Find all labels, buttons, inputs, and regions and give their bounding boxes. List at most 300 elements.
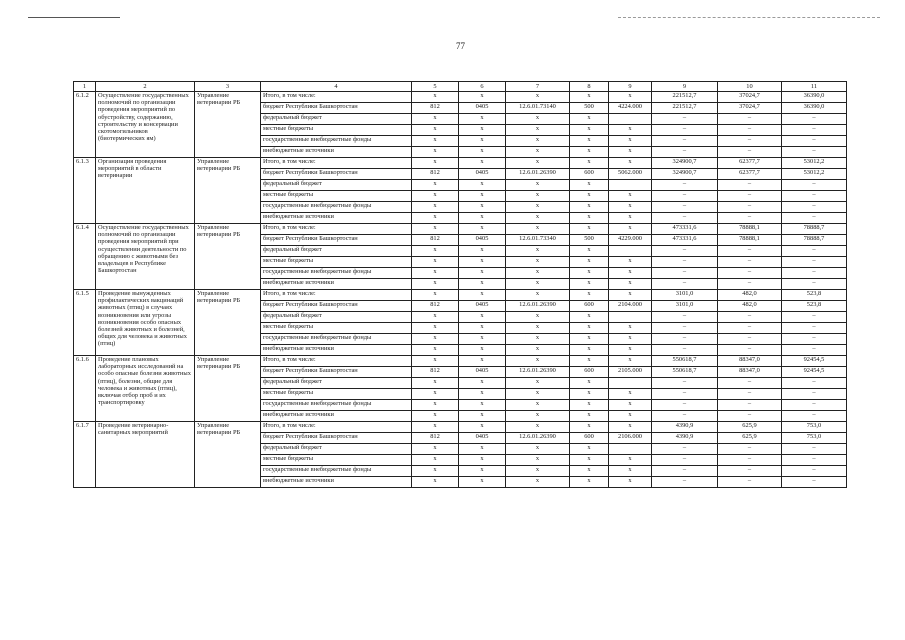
- budget-code-cell: х: [459, 345, 506, 356]
- budget-code-cell: х: [570, 136, 609, 147]
- budget-code-cell: х: [412, 136, 459, 147]
- budget-code-cell: х: [412, 389, 459, 400]
- budget-code-cell: х: [412, 422, 459, 433]
- budget-code-cell: х: [570, 114, 609, 125]
- measure-code-cell: 6.1.3: [74, 158, 96, 224]
- budget-code-cell: [609, 378, 652, 389]
- funding-source-cell: государственные внебюджетные фонды: [261, 334, 412, 345]
- executor-cell: Управление ветеринарии РБ: [195, 92, 261, 158]
- amount-cell: –: [718, 477, 782, 488]
- budget-code-cell: х: [609, 466, 652, 477]
- budget-code-cell: х: [609, 477, 652, 488]
- budget-code-cell: х: [570, 290, 609, 301]
- budget-code-cell: х: [609, 422, 652, 433]
- amount-cell: –: [718, 147, 782, 158]
- budget-code-cell: х: [570, 191, 609, 202]
- scan-edge-line: [28, 17, 120, 18]
- budget-code-cell: х: [570, 224, 609, 235]
- amount-cell: –: [652, 202, 718, 213]
- measure-code-cell: 6.1.2: [74, 92, 96, 158]
- budget-code-cell: х: [459, 92, 506, 103]
- budget-code-cell: х: [459, 334, 506, 345]
- budget-code-cell: х: [412, 213, 459, 224]
- amount-cell: 78888,1: [718, 235, 782, 246]
- table-row: [74, 158, 847, 169]
- amount-cell: 550618,7: [652, 356, 718, 367]
- budget-code-cell: х: [570, 323, 609, 334]
- funding-source-cell: Итого, в том числе:: [261, 158, 412, 169]
- executor-cell: Управление ветеринарии РБ: [195, 224, 261, 290]
- budget-code-cell: 0405: [459, 103, 506, 114]
- amount-cell: 550618,7: [652, 367, 718, 378]
- budget-code-cell: х: [609, 279, 652, 290]
- amount-cell: –: [718, 268, 782, 279]
- amount-cell: –: [652, 466, 718, 477]
- scan-edge-line-dashed: [618, 17, 880, 18]
- amount-cell: –: [718, 334, 782, 345]
- amount-cell: 482,0: [718, 301, 782, 312]
- budget-code-cell: х: [412, 400, 459, 411]
- budget-code-cell: х: [506, 191, 570, 202]
- budget-code-cell: 812: [412, 103, 459, 114]
- amount-cell: –: [652, 400, 718, 411]
- amount-cell: –: [652, 334, 718, 345]
- amount-cell: –: [652, 257, 718, 268]
- amount-cell: –: [782, 334, 847, 345]
- budget-code-cell: х: [609, 345, 652, 356]
- budget-code-cell: х: [609, 158, 652, 169]
- budget-code-cell: х: [609, 147, 652, 158]
- budget-code-cell: х: [506, 257, 570, 268]
- funding-source-cell: федеральный бюджет: [261, 312, 412, 323]
- funding-source-cell: федеральный бюджет: [261, 246, 412, 257]
- funding-source-cell: федеральный бюджет: [261, 378, 412, 389]
- budget-code-cell: х: [412, 444, 459, 455]
- amount-cell: 4390,9: [652, 433, 718, 444]
- amount-cell: –: [782, 147, 847, 158]
- budget-table: [73, 81, 847, 488]
- budget-code-cell: х: [459, 147, 506, 158]
- budget-code-cell: х: [459, 422, 506, 433]
- amount-cell: –: [718, 378, 782, 389]
- budget-code-cell: х: [570, 312, 609, 323]
- amount-cell: 221512,7: [652, 103, 718, 114]
- budget-code-cell: х: [412, 246, 459, 257]
- budget-code-cell: 600: [570, 301, 609, 312]
- measure-name-cell: Проведение плановых лабораторных исследований на особо опасные болезни животных (птиц), болезни, общие для человека и животных (птиц), включая отбор проб и их транспортировку: [96, 356, 195, 422]
- amount-cell: –: [652, 125, 718, 136]
- amount-cell: –: [718, 466, 782, 477]
- executor-cell: Управление ветеринарии РБ: [195, 356, 261, 422]
- amount-cell: 88347,0: [718, 367, 782, 378]
- measure-code-cell: 6.1.5: [74, 290, 96, 356]
- budget-code-cell: х: [506, 213, 570, 224]
- budget-code-cell: х: [506, 312, 570, 323]
- funding-source-cell: государственные внебюджетные фонды: [261, 268, 412, 279]
- amount-cell: –: [782, 455, 847, 466]
- budget-code-cell: 12.6.01.26390: [506, 169, 570, 180]
- budget-code-cell: х: [609, 323, 652, 334]
- budget-code-cell: [609, 246, 652, 257]
- funding-source-cell: бюджет Республики Башкортостан: [261, 235, 412, 246]
- funding-source-cell: федеральный бюджет: [261, 180, 412, 191]
- funding-source-cell: Итого, в том числе:: [261, 224, 412, 235]
- funding-source-cell: Итого, в том числе:: [261, 290, 412, 301]
- amount-cell: 625,9: [718, 433, 782, 444]
- budget-code-cell: х: [506, 202, 570, 213]
- amount-cell: –: [652, 246, 718, 257]
- budget-code-cell: х: [459, 158, 506, 169]
- budget-code-cell: х: [570, 125, 609, 136]
- budget-code-cell: х: [459, 180, 506, 191]
- funding-source-cell: внебюджетные источники: [261, 411, 412, 422]
- budget-code-cell: х: [459, 136, 506, 147]
- budget-code-cell: х: [570, 202, 609, 213]
- budget-code-cell: 12.6.01.26390: [506, 433, 570, 444]
- amount-cell: 3101,0: [652, 290, 718, 301]
- header-cell: 9: [609, 82, 652, 92]
- amount-cell: 53012,2: [782, 169, 847, 180]
- table-row: [74, 224, 847, 235]
- budget-code-cell: х: [506, 92, 570, 103]
- amount-cell: 37024,7: [718, 92, 782, 103]
- budget-code-cell: х: [609, 389, 652, 400]
- budget-code-cell: х: [570, 378, 609, 389]
- amount-cell: –: [718, 257, 782, 268]
- amount-cell: 36390,0: [782, 92, 847, 103]
- amount-cell: 473331,6: [652, 235, 718, 246]
- amount-cell: 92454,5: [782, 356, 847, 367]
- measure-code-cell: 6.1.4: [74, 224, 96, 290]
- amount-cell: 753,0: [782, 422, 847, 433]
- executor-cell: Управление ветеринарии РБ: [195, 290, 261, 356]
- funding-source-cell: государственные внебюджетные фонды: [261, 202, 412, 213]
- budget-code-cell: 12.6.01.26390: [506, 301, 570, 312]
- header-cell: 8: [570, 82, 609, 92]
- funding-source-cell: государственные внебюджетные фонды: [261, 400, 412, 411]
- funding-source-cell: бюджет Республики Башкортостан: [261, 433, 412, 444]
- amount-cell: –: [652, 444, 718, 455]
- funding-source-cell: местные бюджеты: [261, 323, 412, 334]
- amount-cell: 324900,7: [652, 158, 718, 169]
- budget-code-cell: 2105.000: [609, 367, 652, 378]
- amount-cell: 3101,0: [652, 301, 718, 312]
- budget-code-cell: х: [459, 125, 506, 136]
- funding-source-cell: бюджет Республики Башкортостан: [261, 301, 412, 312]
- amount-cell: –: [782, 389, 847, 400]
- funding-source-cell: бюджет Республики Башкортостан: [261, 169, 412, 180]
- budget-code-cell: х: [459, 477, 506, 488]
- header-cell: 1: [74, 82, 96, 92]
- amount-cell: –: [782, 444, 847, 455]
- funding-source-cell: местные бюджеты: [261, 389, 412, 400]
- budget-code-cell: х: [609, 136, 652, 147]
- budget-code-cell: х: [609, 125, 652, 136]
- funding-source-cell: федеральный бюджет: [261, 114, 412, 125]
- amount-cell: –: [652, 477, 718, 488]
- funding-source-cell: федеральный бюджет: [261, 444, 412, 455]
- budget-code-cell: х: [570, 477, 609, 488]
- budget-code-cell: х: [412, 147, 459, 158]
- budget-code-cell: х: [506, 378, 570, 389]
- amount-cell: 324900,7: [652, 169, 718, 180]
- funding-source-cell: государственные внебюджетные фонды: [261, 466, 412, 477]
- budget-code-cell: х: [506, 125, 570, 136]
- budget-code-cell: х: [506, 466, 570, 477]
- amount-cell: 523,8: [782, 290, 847, 301]
- budget-code-cell: х: [459, 356, 506, 367]
- amount-cell: –: [718, 180, 782, 191]
- amount-cell: –: [782, 213, 847, 224]
- measure-name-cell: Проведение ветеринарно-санитарных мероприятий: [96, 422, 195, 488]
- amount-cell: 62377,7: [718, 158, 782, 169]
- budget-code-cell: 500: [570, 103, 609, 114]
- budget-code-cell: 0405: [459, 301, 506, 312]
- budget-code-cell: 500: [570, 235, 609, 246]
- budget-code-cell: 5062.000: [609, 169, 652, 180]
- measure-name-cell: Проведение вынужденных профилактических вакцинаций животных (птиц) в случаях возникновения или угрозы возникновения особо опасных болезней животных и болезней, общих для человека и животных (птиц): [96, 290, 195, 356]
- amount-cell: –: [652, 312, 718, 323]
- amount-cell: –: [782, 378, 847, 389]
- budget-code-cell: х: [459, 279, 506, 290]
- budget-code-cell: х: [506, 290, 570, 301]
- budget-code-cell: х: [570, 147, 609, 158]
- budget-code-cell: х: [609, 411, 652, 422]
- budget-code-cell: х: [459, 389, 506, 400]
- budget-code-cell: х: [570, 389, 609, 400]
- budget-code-cell: х: [506, 147, 570, 158]
- budget-code-cell: 600: [570, 433, 609, 444]
- budget-code-cell: 12.6.01.26390: [506, 367, 570, 378]
- budget-code-cell: х: [459, 213, 506, 224]
- amount-cell: –: [652, 213, 718, 224]
- amount-cell: –: [718, 444, 782, 455]
- funding-source-cell: внебюджетные источники: [261, 213, 412, 224]
- budget-code-cell: 2106.000: [609, 433, 652, 444]
- funding-source-cell: внебюджетные источники: [261, 345, 412, 356]
- budget-code-cell: х: [412, 455, 459, 466]
- budget-code-cell: х: [412, 125, 459, 136]
- executor-cell: Управление ветеринарии РБ: [195, 422, 261, 488]
- amount-cell: –: [782, 246, 847, 257]
- budget-code-cell: 12.6.01.73140: [506, 103, 570, 114]
- budget-code-cell: х: [506, 477, 570, 488]
- budget-code-cell: х: [412, 323, 459, 334]
- amount-cell: –: [652, 411, 718, 422]
- amount-cell: –: [782, 312, 847, 323]
- budget-code-cell: х: [609, 213, 652, 224]
- amount-cell: –: [718, 191, 782, 202]
- budget-code-cell: х: [412, 411, 459, 422]
- budget-code-cell: х: [459, 257, 506, 268]
- amount-cell: –: [718, 279, 782, 290]
- amount-cell: 221512,7: [652, 92, 718, 103]
- amount-cell: –: [718, 400, 782, 411]
- budget-code-cell: х: [412, 345, 459, 356]
- budget-code-cell: х: [459, 191, 506, 202]
- budget-code-cell: х: [570, 444, 609, 455]
- funding-source-cell: местные бюджеты: [261, 191, 412, 202]
- budget-code-cell: 4229.000: [609, 235, 652, 246]
- funding-source-cell: местные бюджеты: [261, 257, 412, 268]
- budget-code-cell: х: [609, 224, 652, 235]
- budget-code-cell: х: [609, 290, 652, 301]
- budget-code-cell: х: [459, 268, 506, 279]
- budget-code-cell: х: [609, 356, 652, 367]
- table-row: [74, 356, 847, 367]
- budget-code-cell: х: [570, 268, 609, 279]
- amount-cell: –: [652, 268, 718, 279]
- budget-code-cell: х: [609, 455, 652, 466]
- budget-code-cell: х: [459, 411, 506, 422]
- amount-cell: –: [782, 114, 847, 125]
- budget-code-cell: 812: [412, 169, 459, 180]
- amount-cell: –: [718, 455, 782, 466]
- budget-code-cell: х: [506, 356, 570, 367]
- amount-cell: –: [718, 125, 782, 136]
- budget-code-cell: х: [609, 191, 652, 202]
- budget-code-cell: х: [570, 158, 609, 169]
- amount-cell: 4390,9: [652, 422, 718, 433]
- amount-cell: –: [782, 400, 847, 411]
- amount-cell: –: [782, 268, 847, 279]
- funding-source-cell: местные бюджеты: [261, 125, 412, 136]
- amount-cell: –: [652, 378, 718, 389]
- header-cell: 2: [96, 82, 195, 92]
- amount-cell: 473331,6: [652, 224, 718, 235]
- budget-code-cell: х: [412, 180, 459, 191]
- funding-source-cell: Итого, в том числе:: [261, 422, 412, 433]
- amount-cell: –: [718, 312, 782, 323]
- budget-code-cell: 812: [412, 301, 459, 312]
- budget-code-cell: х: [570, 466, 609, 477]
- measure-name-cell: Организация проведения мероприятий в области ветеринарии: [96, 158, 195, 224]
- budget-code-cell: [609, 312, 652, 323]
- amount-cell: –: [782, 202, 847, 213]
- amount-cell: –: [652, 389, 718, 400]
- funding-source-cell: местные бюджеты: [261, 455, 412, 466]
- budget-code-cell: [609, 180, 652, 191]
- table-row: [74, 92, 847, 103]
- amount-cell: –: [782, 411, 847, 422]
- budget-code-cell: х: [412, 290, 459, 301]
- budget-code-cell: [609, 114, 652, 125]
- budget-code-cell: х: [412, 334, 459, 345]
- amount-cell: –: [652, 345, 718, 356]
- budget-code-cell: 0405: [459, 235, 506, 246]
- header-cell: 11: [782, 82, 847, 92]
- budget-code-cell: 600: [570, 169, 609, 180]
- header-cell: 7: [506, 82, 570, 92]
- amount-cell: –: [782, 191, 847, 202]
- amount-cell: 88347,0: [718, 356, 782, 367]
- amount-cell: 92454,5: [782, 367, 847, 378]
- amount-cell: –: [718, 246, 782, 257]
- amount-cell: –: [652, 323, 718, 334]
- budget-code-cell: 4224.000: [609, 103, 652, 114]
- amount-cell: 523,8: [782, 301, 847, 312]
- amount-cell: –: [718, 114, 782, 125]
- amount-cell: –: [782, 466, 847, 477]
- budget-code-cell: х: [459, 466, 506, 477]
- budget-code-cell: х: [609, 334, 652, 345]
- amount-cell: –: [718, 213, 782, 224]
- budget-code-cell: х: [506, 246, 570, 257]
- budget-code-cell: х: [570, 279, 609, 290]
- budget-code-cell: х: [412, 224, 459, 235]
- budget-code-cell: х: [506, 422, 570, 433]
- budget-code-cell: х: [609, 202, 652, 213]
- budget-code-cell: 12.6.01.73340: [506, 235, 570, 246]
- budget-code-cell: х: [570, 92, 609, 103]
- amount-cell: 78888,7: [782, 224, 847, 235]
- budget-code-cell: х: [570, 455, 609, 466]
- funding-source-cell: Итого, в том числе:: [261, 356, 412, 367]
- budget-code-cell: х: [459, 114, 506, 125]
- executor-cell: Управление ветеринарии РБ: [195, 158, 261, 224]
- header-cell: 5: [412, 82, 459, 92]
- budget-code-cell: х: [506, 158, 570, 169]
- measure-name-cell: Осуществление государственных полномочий по организации проведения мероприятий по обустройству, содержанию, строительству и консервации скотомогильников (биотермических ям): [96, 92, 195, 158]
- funding-source-cell: бюджет Республики Башкортостан: [261, 367, 412, 378]
- amount-cell: –: [782, 323, 847, 334]
- budget-code-cell: х: [609, 268, 652, 279]
- budget-code-cell: х: [412, 191, 459, 202]
- budget-code-cell: х: [570, 400, 609, 411]
- budget-code-cell: х: [570, 356, 609, 367]
- amount-cell: –: [718, 411, 782, 422]
- budget-code-cell: х: [412, 466, 459, 477]
- budget-code-cell: х: [412, 356, 459, 367]
- budget-code-cell: х: [506, 114, 570, 125]
- budget-code-cell: х: [609, 257, 652, 268]
- amount-cell: –: [718, 136, 782, 147]
- header-cell: 3: [195, 82, 261, 92]
- budget-code-cell: х: [506, 136, 570, 147]
- amount-cell: –: [718, 202, 782, 213]
- header-cell: 9: [652, 82, 718, 92]
- amount-cell: –: [782, 345, 847, 356]
- budget-code-cell: х: [570, 422, 609, 433]
- budget-code-cell: х: [412, 92, 459, 103]
- budget-code-cell: х: [412, 268, 459, 279]
- budget-code-cell: х: [506, 455, 570, 466]
- amount-cell: –: [782, 477, 847, 488]
- budget-code-cell: х: [459, 378, 506, 389]
- budget-code-cell: х: [459, 202, 506, 213]
- amount-cell: –: [782, 136, 847, 147]
- budget-code-cell: 812: [412, 235, 459, 246]
- budget-code-cell: х: [506, 400, 570, 411]
- budget-code-cell: х: [609, 92, 652, 103]
- header-cell: 4: [261, 82, 412, 92]
- budget-code-cell: х: [506, 224, 570, 235]
- amount-cell: –: [652, 180, 718, 191]
- budget-code-cell: х: [459, 444, 506, 455]
- budget-code-cell: 600: [570, 367, 609, 378]
- budget-code-cell: х: [412, 378, 459, 389]
- budget-code-cell: х: [570, 411, 609, 422]
- amount-cell: –: [652, 279, 718, 290]
- funding-source-cell: внебюджетные источники: [261, 279, 412, 290]
- budget-code-cell: х: [412, 257, 459, 268]
- funding-source-cell: Итого, в том числе:: [261, 92, 412, 103]
- measure-code-cell: 6.1.6: [74, 356, 96, 422]
- budget-code-cell: х: [412, 279, 459, 290]
- amount-cell: 78888,1: [718, 224, 782, 235]
- funding-source-cell: государственные внебюджетные фонды: [261, 136, 412, 147]
- budget-code-cell: х: [506, 323, 570, 334]
